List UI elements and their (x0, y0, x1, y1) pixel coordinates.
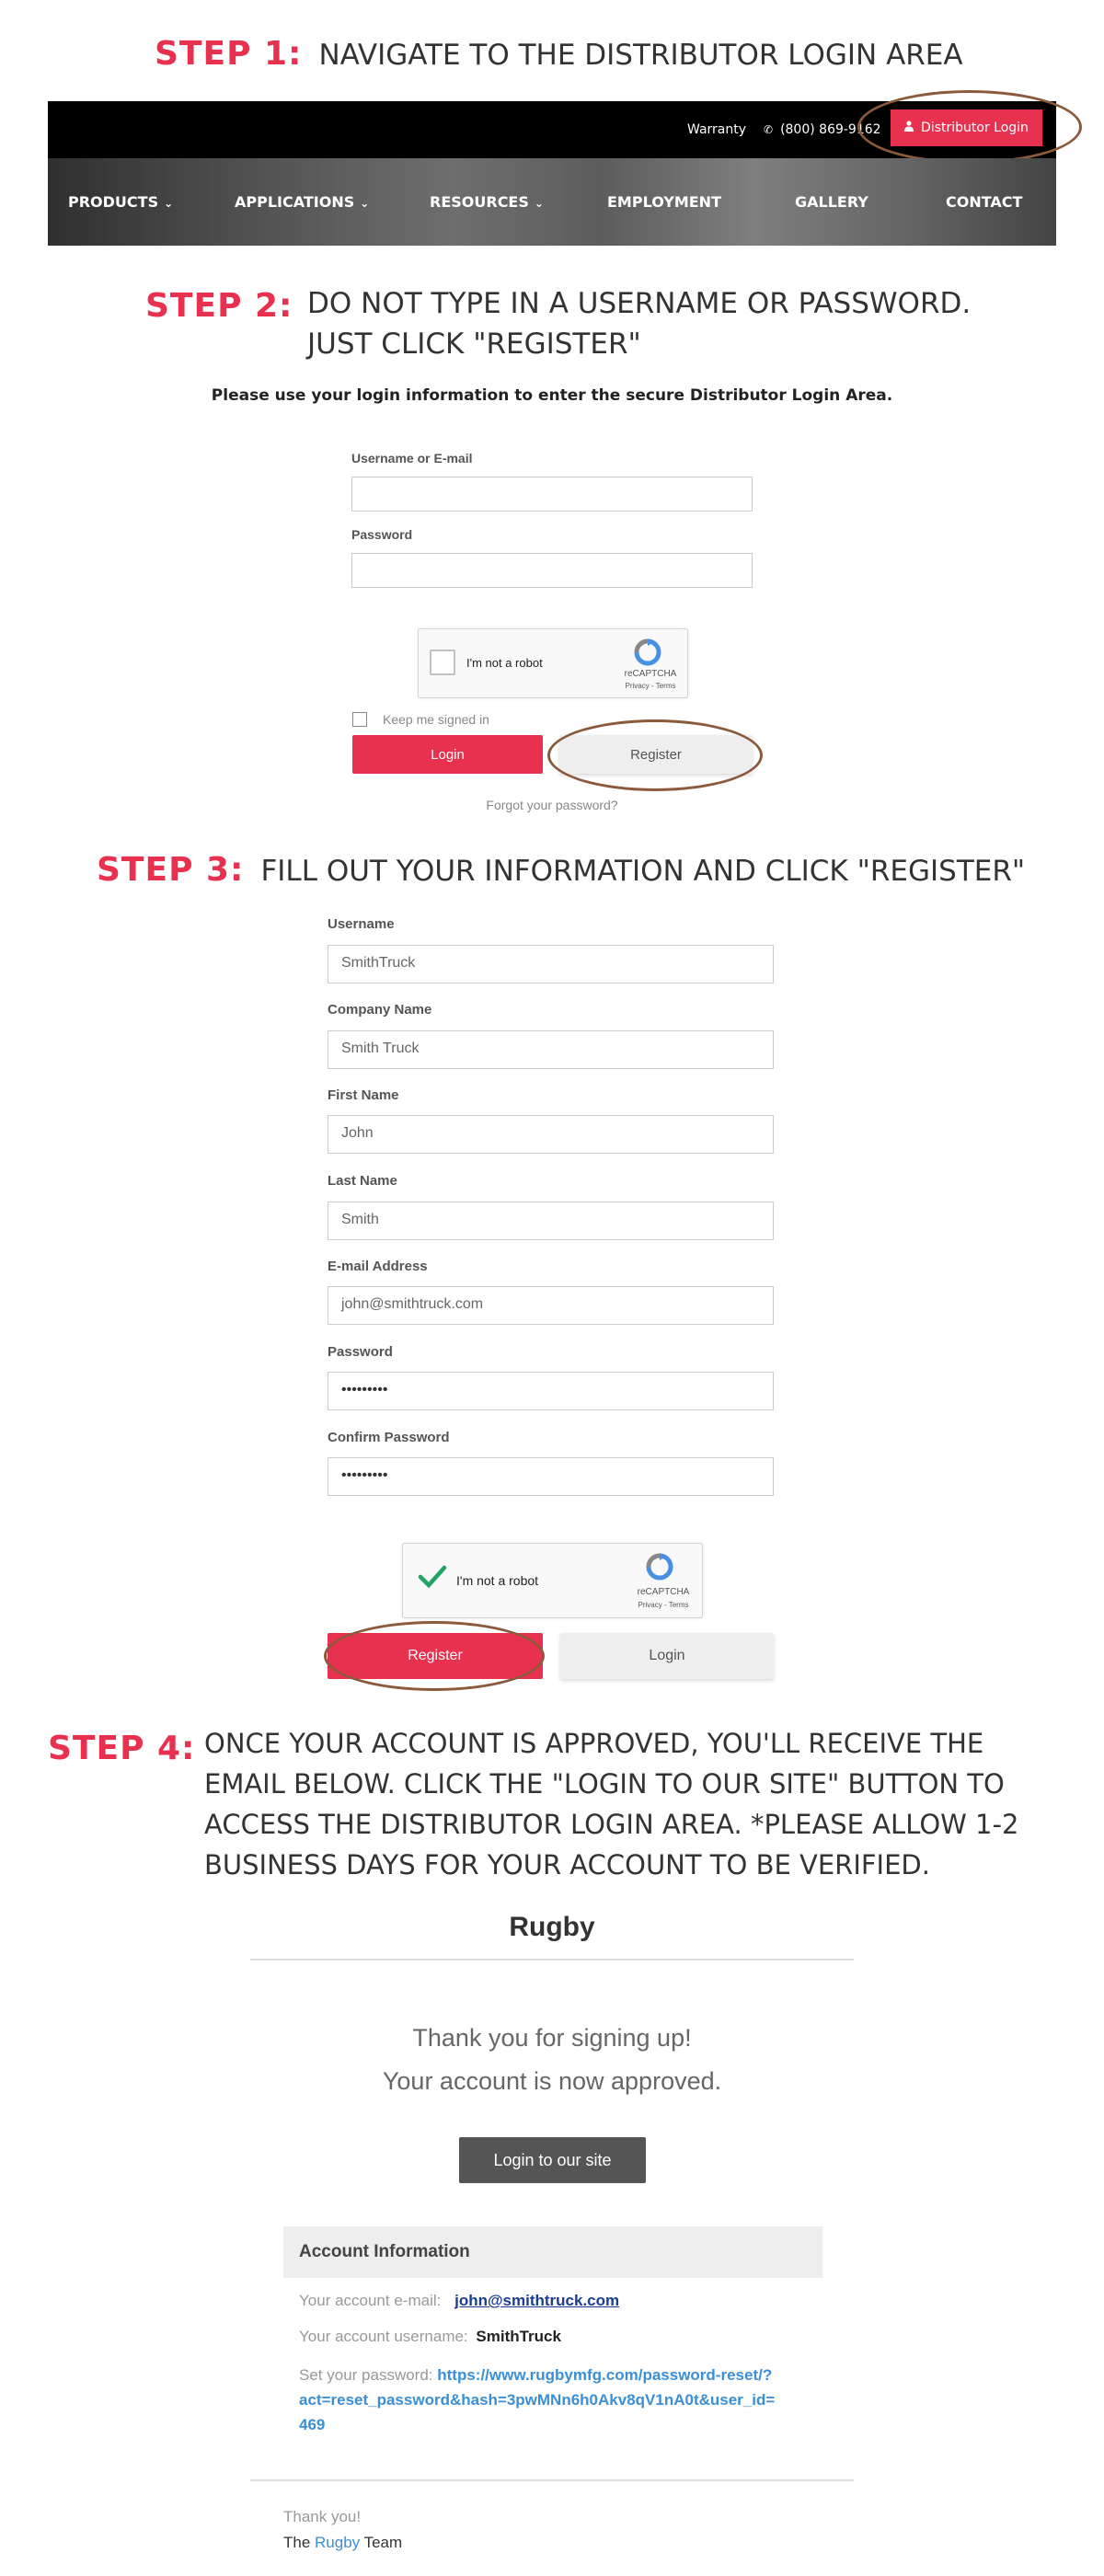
reg-username-label: Username (328, 916, 395, 932)
reg-company-input[interactable]: Smith Truck (328, 1030, 774, 1069)
chevron-down-icon: ⌄ (534, 197, 544, 210)
step1-label: STEP 1: (155, 35, 303, 73)
recaptcha-icon (644, 1553, 675, 1585)
step2-text-line1: DO NOT TYPE IN A USERNAME OR PASSWORD. (307, 287, 972, 320)
step4-line2: EMAIL BELOW. CLICK THE "LOGIN TO OUR SITE" BUTTON TO (204, 1768, 1005, 1800)
reg-company-label: Company Name (328, 1002, 432, 1018)
step2-text-line2: JUST CLICK "REGISTER" (307, 328, 641, 361)
step4-label: STEP 4: (48, 1730, 196, 1767)
reg-username-input[interactable]: SmithTruck (328, 945, 774, 983)
step4-line4: BUSINESS DAYS FOR YOUR ACCOUNT TO BE VERIFIED. (204, 1849, 930, 1880)
keep-signed-in-checkbox[interactable] (352, 712, 367, 727)
warranty-link[interactable]: Warranty (687, 122, 747, 137)
login-button[interactable]: Login (352, 735, 543, 774)
recaptcha-text: I'm not a robot (466, 656, 543, 670)
footer-the: The (283, 2534, 311, 2551)
email-thanks-line1: Thank you for signing up! (412, 2024, 692, 2052)
reg-firstname-label: First Name (328, 1087, 399, 1103)
password-input[interactable] (351, 553, 753, 588)
nav-employment[interactable]: EMPLOYMENT (607, 193, 721, 211)
chevron-down-icon: ⌄ (164, 197, 174, 210)
user-icon (904, 121, 914, 135)
reg-password-label: Password (328, 1344, 393, 1360)
password-label: Password (351, 527, 413, 542)
email-thanks-line2: Your account is now approved. (382, 2067, 722, 2095)
nav-products[interactable]: PRODUCTS ⌄ (68, 158, 173, 246)
account-password-row (299, 2363, 814, 2437)
login-alt-button[interactable]: Login (560, 1633, 774, 1679)
account-email-row (299, 2292, 619, 2310)
recaptcha-brand: reCAPTCHA (637, 1587, 690, 1597)
register-button[interactable]: Register (559, 735, 753, 774)
step1-heading (155, 35, 963, 75)
recaptcha-terms[interactable]: Privacy - Terms (638, 1601, 689, 1609)
footer-team: Team (363, 2534, 403, 2551)
footer-signature (283, 2534, 402, 2552)
login-intro: Please use your login information to enter the secure Distributor Login Area. (211, 386, 893, 405)
step3-text: FILL OUT YOUR INFORMATION AND CLICK "REGISTER" (260, 855, 1026, 888)
email-brand: Rugby (509, 1912, 595, 1942)
account-info-title: Account Information (299, 2242, 470, 2261)
forgot-password-link[interactable]: Forgot your password? (486, 798, 618, 812)
step4-line1: ONCE YOUR ACCOUNT IS APPROVED, YOU'LL RECEIVE THE (204, 1728, 984, 1759)
account-username-label: Your account username: (299, 2328, 468, 2345)
username-input[interactable] (351, 477, 753, 512)
distributor-login-button[interactable] (891, 109, 1042, 146)
step3-label: STEP 3: (97, 851, 245, 889)
phone-icon: ✆ (764, 123, 774, 136)
reg-firstname-input[interactable]: John (328, 1115, 774, 1154)
nav-applications[interactable]: APPLICATIONS ⌄ (235, 158, 369, 246)
distributor-login-label: Distributor Login (921, 121, 1029, 135)
reg-confirm-password-label: Confirm Password (328, 1430, 450, 1445)
nav-contact[interactable]: CONTACT (946, 193, 1023, 211)
account-username-value: SmithTruck (476, 2328, 561, 2345)
phone-link[interactable] (764, 101, 881, 158)
phone-number: (800) 869-9162 (780, 122, 881, 137)
recaptcha-widget-verified (402, 1543, 703, 1618)
step1-text: NAVIGATE TO THE DISTRIBUTOR LOGIN AREA (318, 39, 963, 72)
nav-resources[interactable]: RESOURCES ⌄ (430, 158, 544, 246)
login-to-site-button[interactable]: Login to our site (459, 2137, 646, 2183)
recaptcha-text-verified: I'm not a robot (456, 1573, 539, 1588)
recaptcha-checkbox[interactable] (430, 650, 455, 675)
nav-gallery[interactable]: GALLERY (795, 193, 868, 211)
reg-confirm-password-input[interactable]: ••••••••• (328, 1457, 774, 1496)
email-divider-bottom (250, 2479, 854, 2481)
account-username-row (299, 2328, 561, 2346)
account-password-label: Set your password: (299, 2366, 433, 2384)
account-info-header (283, 2226, 822, 2278)
step4-text (204, 1723, 1087, 1885)
site-nav-bar (48, 158, 1056, 246)
chevron-down-icon: ⌄ (360, 197, 370, 210)
register-submit-button[interactable]: Register (328, 1633, 543, 1679)
reg-lastname-input[interactable]: Smith (328, 1202, 774, 1240)
footer-thanks: Thank you! (283, 2508, 362, 2525)
reg-lastname-label: Last Name (328, 1173, 397, 1189)
reg-email-input[interactable]: john@smithtruck.com (328, 1286, 774, 1325)
keep-signed-in-label: Keep me signed in (383, 712, 489, 727)
username-label: Username or E-mail (351, 451, 473, 466)
checkmark-icon (418, 1564, 447, 1594)
account-email-label: Your account e-mail: (299, 2292, 442, 2309)
step2-label: STEP 2: (145, 287, 293, 325)
recaptcha-terms[interactable]: Privacy - Terms (625, 682, 676, 690)
account-email-link[interactable]: john@smithtruck.com (454, 2292, 620, 2309)
email-divider-top (250, 1959, 854, 1961)
password-reset-link[interactable]: https://www.rugbymfg.com/password-reset/? act=reset_password&hash=3pwMNn6h0Akv8qV1nA0t&user_id= 469 (299, 2366, 776, 2433)
recaptcha-brand: reCAPTCHA (624, 669, 677, 679)
footer-brand-link[interactable]: Rugby (315, 2534, 361, 2551)
reg-email-label: E-mail Address (328, 1259, 428, 1274)
step3-heading (97, 851, 1025, 891)
step4-line3: ACCESS THE DISTRIBUTOR LOGIN AREA. *PLEASE ALLOW 1-2 (204, 1809, 1019, 1840)
reg-password-input[interactable]: ••••••••• (328, 1372, 774, 1410)
recaptcha-widget (418, 628, 688, 698)
recaptcha-icon (632, 638, 663, 671)
